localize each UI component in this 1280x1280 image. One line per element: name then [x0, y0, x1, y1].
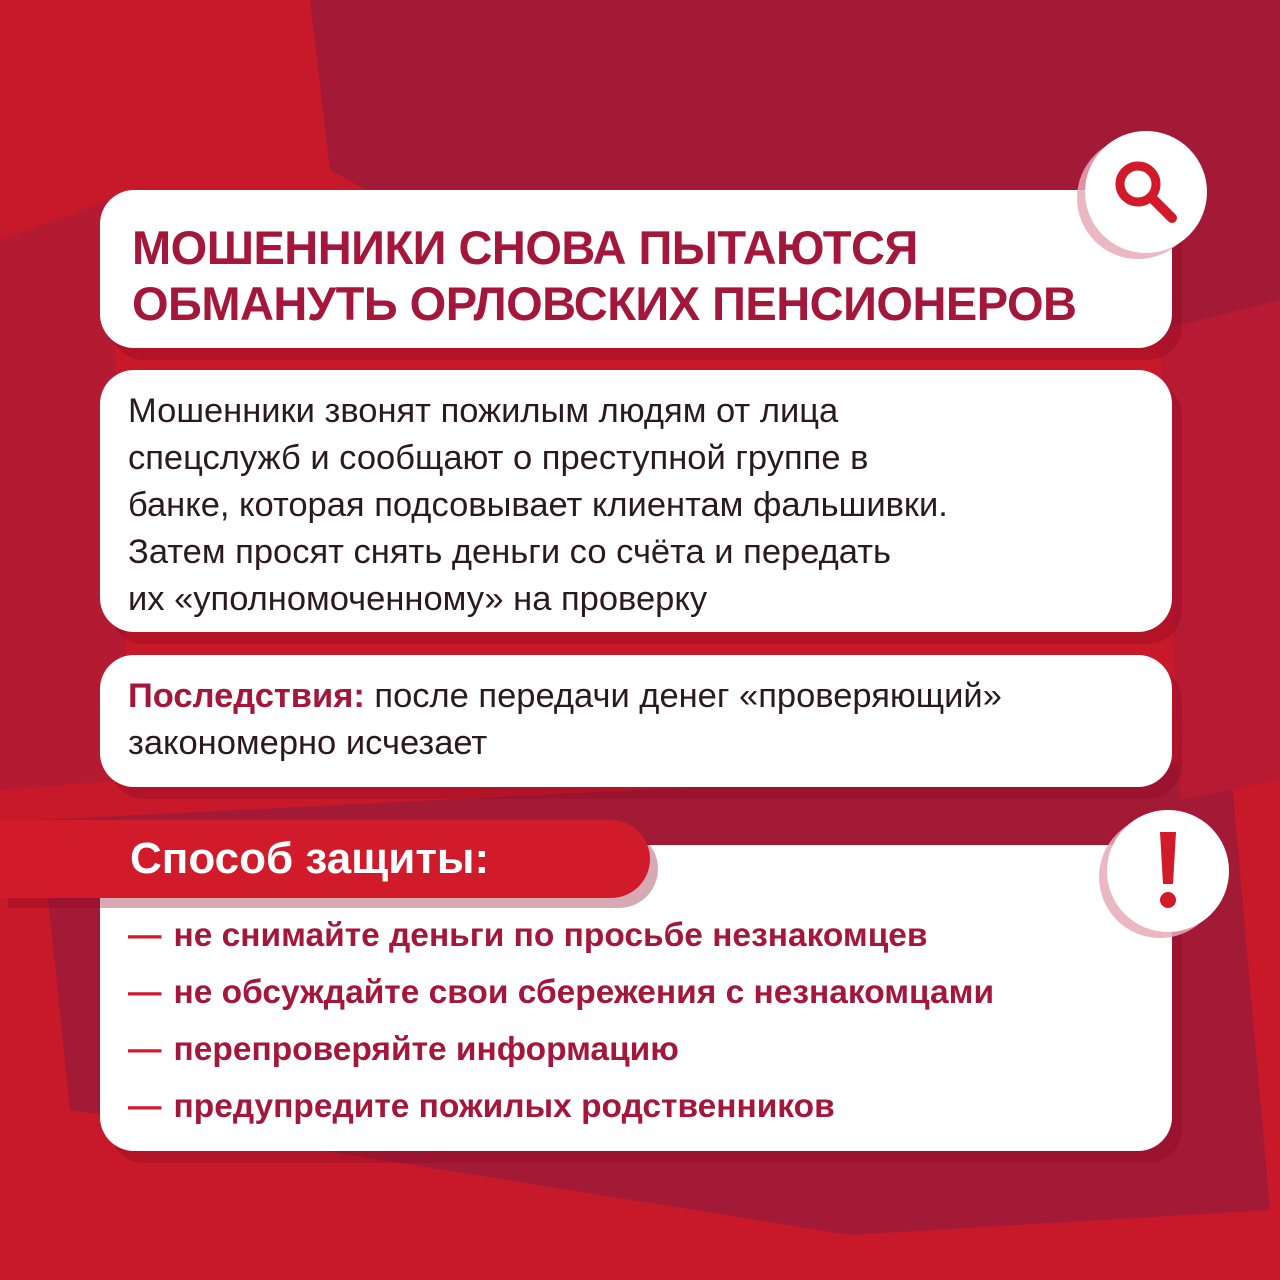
- page-title: [132, 220, 1140, 332]
- description-line-3: банке, которая подсовывает клиентам фальшивки.: [128, 486, 948, 524]
- search-badge: [1085, 131, 1207, 253]
- protection-title: Способ защиты:: [130, 834, 490, 883]
- list-item: [128, 907, 1144, 964]
- list-dash: —: [128, 1031, 162, 1068]
- consequences-line-1: после передачи денег «проверяющий»: [364, 677, 1002, 715]
- list-item-text: перепроверяйте информацию: [173, 1031, 679, 1068]
- description-line-2: спецслужб и сообщают о преступной группе в: [128, 439, 869, 477]
- description-card: [100, 370, 1172, 632]
- exclamation-icon: [1138, 826, 1198, 916]
- protection-list: [128, 907, 1144, 1135]
- description-line-1: Мошенники звонят пожилым людям от лица: [128, 392, 839, 430]
- search-icon: [1106, 152, 1186, 232]
- title-line-2: ОБМАНУТЬ ОРЛОВСКИХ ПЕНСИОНЕРОВ: [132, 277, 1077, 330]
- title-line-1: МОШЕННИКИ СНОВА ПЫТАЮТСЯ: [132, 221, 918, 274]
- protection-header: [0, 820, 650, 898]
- consequences-card: [100, 655, 1172, 787]
- list-item-text: не снимайте деньги по просьбе незнакомцев: [173, 917, 928, 954]
- list-item-text: предупредите пожилых родственников: [173, 1088, 835, 1125]
- list-dash: —: [128, 974, 162, 1011]
- list-dash: —: [128, 917, 162, 954]
- description-line-4: Затем просят снять деньги со счёта и передать: [128, 533, 891, 571]
- list-item-text: не обсуждайте свои сбережения с незнакомцами: [173, 974, 995, 1011]
- alert-badge: [1107, 810, 1229, 932]
- list-dash: —: [128, 1088, 162, 1125]
- consequences-label: Последствия:: [128, 677, 365, 715]
- description-line-5: их «уполномоченному» на проверку: [128, 580, 708, 618]
- list-item: [128, 1078, 1144, 1135]
- list-item: [128, 1021, 1144, 1078]
- title-card: [100, 190, 1172, 348]
- consequences-line-2: закономерно исчезает: [128, 724, 488, 762]
- consequences-text: [128, 673, 1144, 767]
- background-shape-right: [1160, 300, 1280, 800]
- description-text: [128, 388, 1144, 623]
- list-item: [128, 964, 1144, 1021]
